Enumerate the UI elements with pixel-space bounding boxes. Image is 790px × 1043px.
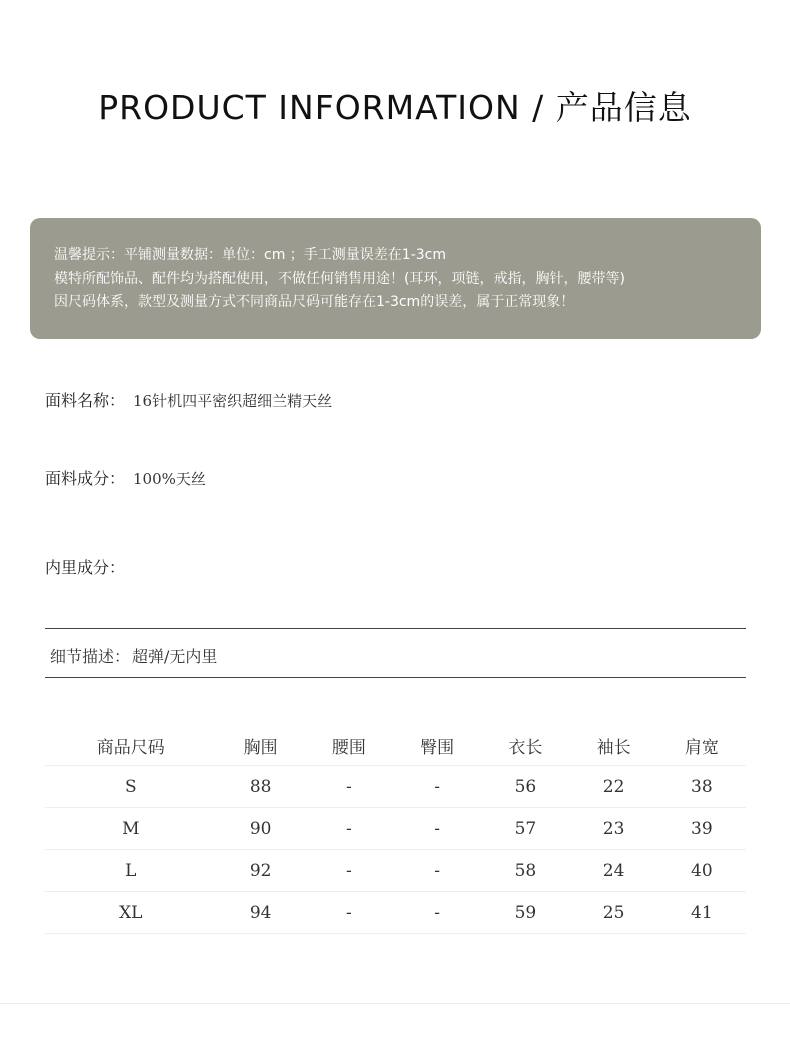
size-table-header (45, 725, 746, 766)
table-cell: S (45, 766, 217, 808)
divider-bottom (45, 677, 746, 678)
detail-value: 超弹/无内里 (132, 647, 218, 666)
table-cell: - (305, 892, 393, 934)
header-chest: 胸围 (243, 737, 278, 758)
table-cell: 90 (217, 808, 305, 850)
table-cell: 41 (658, 892, 746, 934)
table-cell: 24 (570, 850, 658, 892)
table-cell: M (45, 808, 217, 850)
table-row (45, 808, 746, 850)
table-cell: L (45, 850, 217, 892)
header-shoulder: 肩宽 (684, 737, 719, 758)
notice-line: 因尺码体系，款型及测量方式不同商品尺码可能存在1-3cm的误差，属于正常现象！ (54, 294, 575, 310)
table-cell: 88 (217, 766, 305, 808)
lining-composition-row (45, 555, 133, 578)
header-hip: 臀围 (420, 737, 455, 758)
table-cell: 59 (481, 892, 569, 934)
table-cell: - (393, 892, 481, 934)
table-row (45, 850, 746, 892)
fabric-name-label: 面料名称： (45, 391, 126, 410)
header-sleeve: 袖长 (596, 737, 631, 758)
table-cell: XL (45, 892, 217, 934)
table-cell: 58 (481, 850, 569, 892)
page-title: PRODUCT INFORMATION / 产品信息 (98, 88, 692, 127)
table-cell: 38 (658, 766, 746, 808)
fabric-composition-value: 100%天丝 (133, 470, 206, 488)
table-cell: 22 (570, 766, 658, 808)
table-cell: - (305, 808, 393, 850)
notice-line: 温馨提示：平铺测量数据：单位：cm ；手工测量误差在1-3cm (54, 247, 446, 263)
size-table (45, 725, 746, 934)
lining-composition-label: 内里成分： (45, 558, 126, 577)
table-cell: - (393, 766, 481, 808)
table-cell: - (393, 808, 481, 850)
notice-line: 模特所配饰品、配件均为搭配使用，不做任何销售用途！(耳环，项链，戒指，胸针，腰带等) (54, 270, 625, 287)
table-row (45, 766, 746, 808)
table-cell: - (393, 850, 481, 892)
detail-row (50, 644, 217, 667)
table-cell: 92 (217, 850, 305, 892)
header-waist: 腰围 (331, 737, 366, 758)
fabric-name-row (45, 388, 332, 411)
table-cell: 40 (658, 850, 746, 892)
notice-box (30, 218, 761, 339)
table-cell: 94 (217, 892, 305, 934)
fabric-composition-row (45, 466, 206, 489)
table-cell: - (305, 850, 393, 892)
divider-top (45, 628, 746, 629)
detail-label: 细节描述： (50, 647, 131, 666)
page-bottom-divider (0, 1003, 790, 1004)
table-cell: - (305, 766, 393, 808)
table-cell: 56 (481, 766, 569, 808)
header-size: 商品尺码 (96, 737, 165, 758)
fabric-composition-label: 面料成分： (45, 469, 126, 488)
header-length: 衣长 (508, 737, 543, 758)
table-row (45, 892, 746, 934)
table-cell: 57 (481, 808, 569, 850)
table-cell: 39 (658, 808, 746, 850)
table-cell: 25 (570, 892, 658, 934)
fabric-name-value: 16针机四平密织超细兰精天丝 (133, 392, 333, 410)
table-cell: 23 (570, 808, 658, 850)
